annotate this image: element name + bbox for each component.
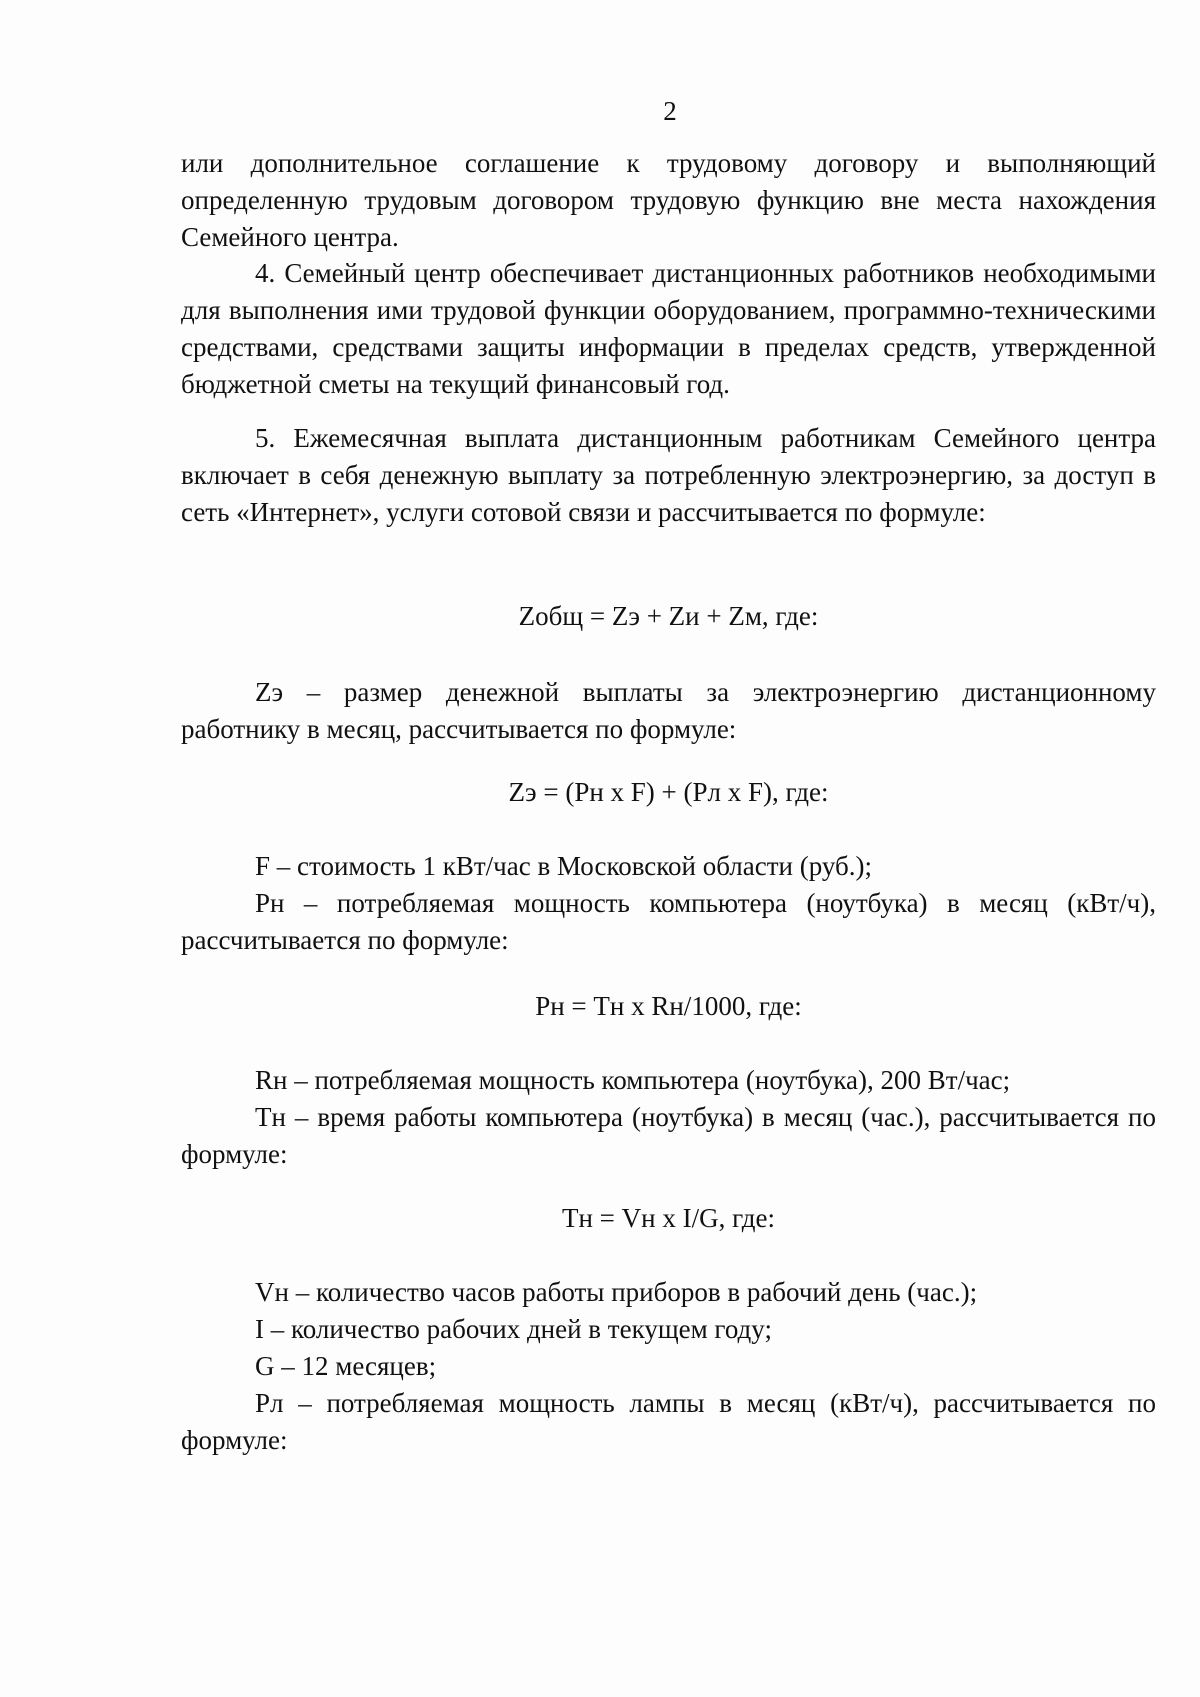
definition-text: Pн – потребляемая мощность компьютера (ноутбука) в месяц (кВт/ч), рассчитывается по формуле:: [181, 888, 1156, 955]
paragraph-4: [181, 255, 1156, 403]
paragraph-text: или дополнительное соглашение к трудовому договору и выполняющий определенную трудовым договором трудовую функцию вне места нахождения Семейного центра.: [181, 148, 1156, 252]
paragraph-continuation: [181, 145, 1156, 256]
definition-z-e: [181, 674, 1156, 748]
definition-v-n: [181, 1274, 1156, 1311]
definition-i: [181, 1311, 1156, 1348]
definition-text: I – количество рабочих дней в текущем году;: [255, 1314, 772, 1344]
formula-z-e: Zэ = (Pн x F) + (Pл x F), где:: [508, 777, 829, 807]
definition-text: Zэ – размер денежной выплаты за электроэнергию дистанционному работнику в месяц, рассчитывается по формуле:: [181, 677, 1156, 744]
definition-p-n: [181, 885, 1156, 959]
paragraph-text: 4. Семейный центр обеспечивает дистанционных работников необходимыми для выполнения ими трудовой функции оборудованием, программно-техническими средствами, средствами защиты информации в пределах средств, утвержденной бюджетной сметы на текущий финансовый год.: [181, 258, 1156, 399]
formula-p-n: Pн = Tн x Rн/1000, где:: [535, 991, 802, 1021]
definition-f: [181, 848, 1156, 885]
paragraph-5: [181, 420, 1156, 531]
definition-text: F – стоимость 1 кВт/час в Московской области (руб.);: [255, 851, 872, 881]
definition-text: Vн – количество часов работы приборов в рабочий день (час.);: [255, 1277, 978, 1307]
definition-text: Pл – потребляемая мощность лампы в месяц (кВт/ч), рассчитывается по формуле:: [181, 1388, 1156, 1455]
definition-text: Rн – потребляемая мощность компьютера (ноутбука), 200 Вт/час;: [255, 1065, 1011, 1095]
page-number: 2: [663, 96, 677, 126]
definition-r-n: [181, 1062, 1156, 1099]
formula-t-n: Tн = Vн x I/G, где:: [561, 1203, 776, 1233]
definition-text: G – 12 месяцев;: [255, 1351, 437, 1381]
definition-p-l: [181, 1385, 1156, 1459]
definition-text: Tн – время работы компьютера (ноутбука) в месяц (час.), рассчитывается по формуле:: [181, 1102, 1156, 1169]
definition-t-n: [181, 1099, 1156, 1173]
formula-z-total: Zобщ = Zэ + Zи + Zм, где:: [518, 601, 819, 631]
paragraph-text: 5. Ежемесячная выплата дистанционным работникам Семейного центра включает в себя денежную выплату за потребленную электроэнергию, за доступ в сеть «Интернет», услуги сотовой связи и рассчитывается по формуле:: [181, 423, 1156, 527]
definition-g: [181, 1348, 1156, 1385]
